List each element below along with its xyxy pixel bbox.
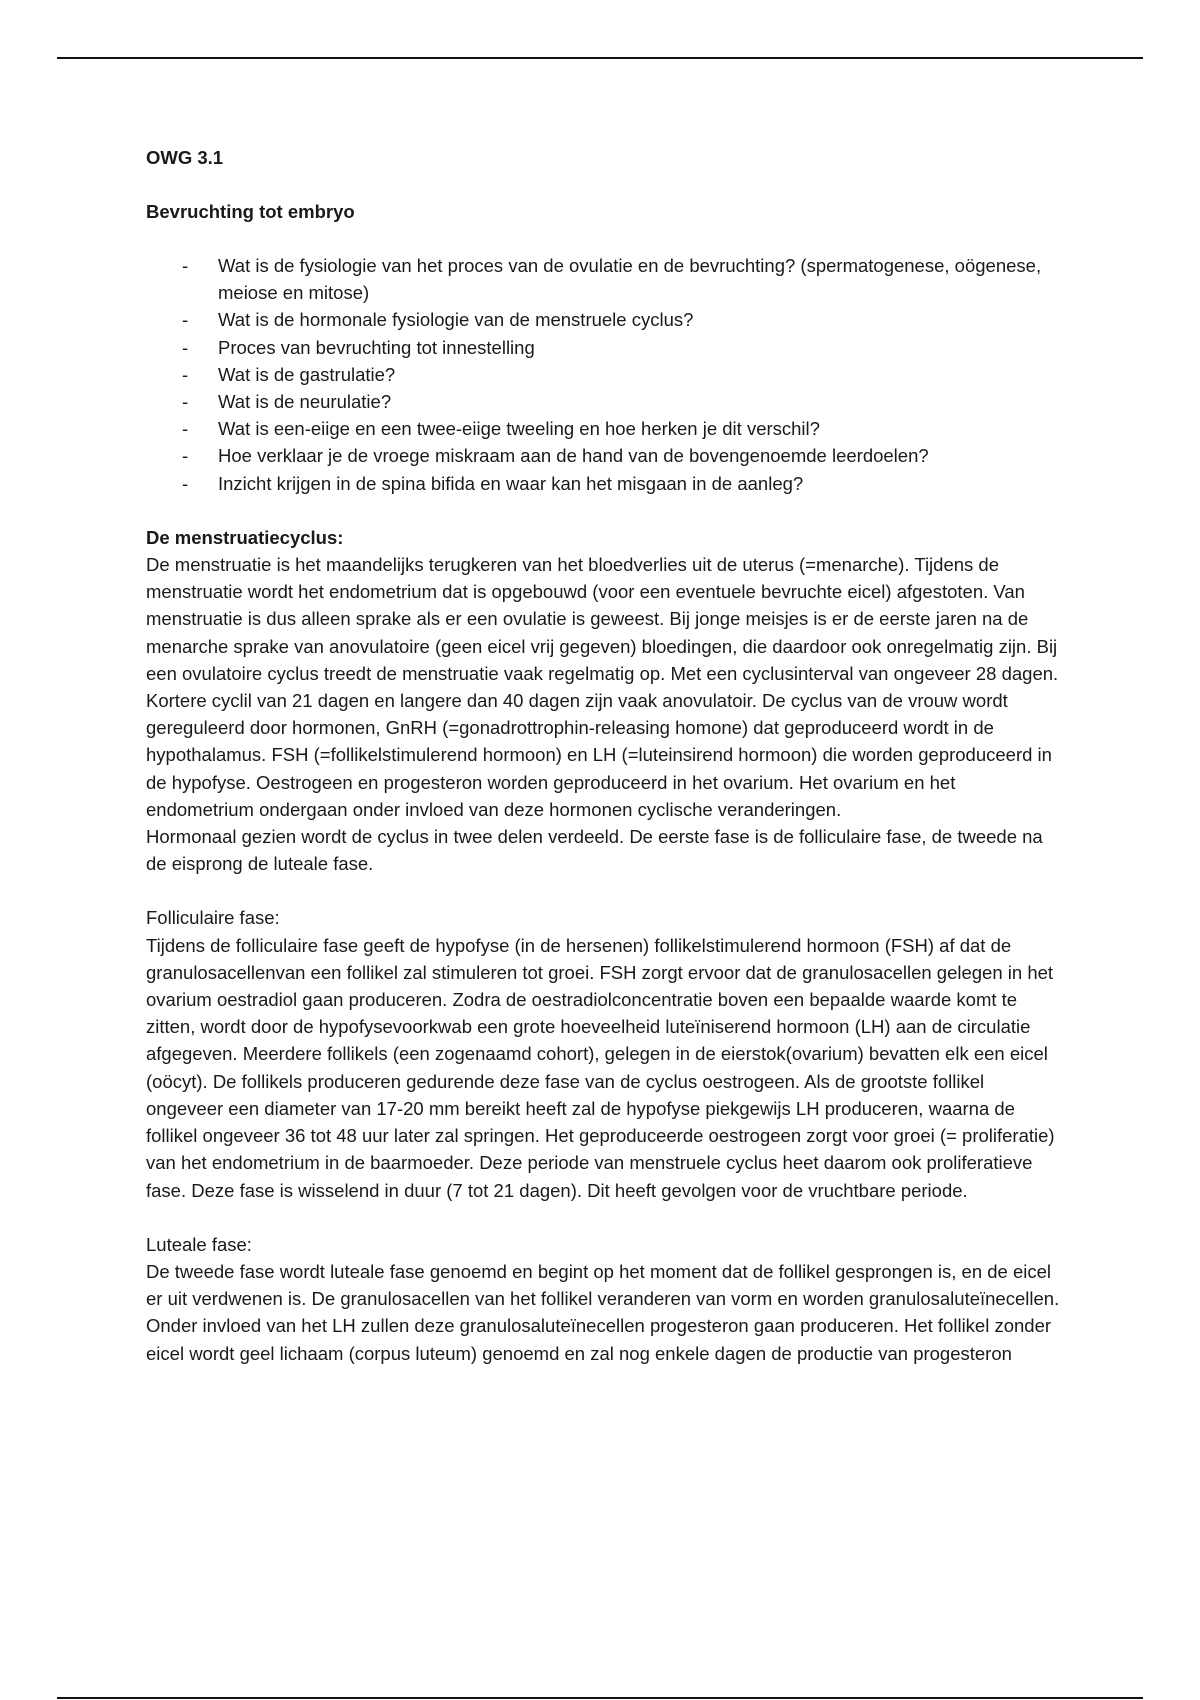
- menstruation-paragraph-2: Hormonaal gezien wordt de cyclus in twee delen verdeeld. De eerste fase is de folliculaire fase, de tweede na de eisprong de luteale fase.: [146, 826, 1043, 875]
- objective-item: [146, 442, 1066, 469]
- bullet-marker: -: [182, 445, 189, 467]
- bullet-marker: -: [182, 472, 189, 494]
- luteal-paragraph: De tweede fase wordt luteale fase genoemd en begint op het moment dat de follikel gesprongen is, en de eicel er uit verdwenen is. De granulosacellen van het follikel veranderen van vorm en worden granulosaluteïnecellen. Onder invloed van het LH zullen deze granulosaluteïnecellen progesteron gaan produceren. Het follikel zonder eicel wordt geel lichaam (corpus luteum) genoemd en zal nog enkele dagen de productie van progesteron: [146, 1260, 1060, 1364]
- follicular-heading: Folliculaire fase:: [146, 907, 280, 929]
- objective-text: Proces van bevruchting tot innestelling: [218, 336, 535, 358]
- objective-text: Wat is de hormonale fysiologie van de menstruele cyclus?: [218, 309, 694, 331]
- objective-item: [146, 415, 1066, 442]
- objective-text: Hoe verklaar je de vroege miskraam aan de hand van de bovengenoemde leerdoelen?: [218, 445, 929, 467]
- document-title: OWG 3.1: [146, 147, 224, 168]
- objective-text: Wat is de gastrulatie?: [218, 363, 396, 385]
- objective-text: Inzicht krijgen in de spina bifida en waar kan het misgaan in de aanleg?: [218, 472, 804, 494]
- objective-text: Wat is een-eiige en een twee-eiige tweeling en hoe herken je dit verschil?: [218, 418, 820, 440]
- menstruation-paragraph-1: De menstruatie is het maandelijks terugkeren van het bloedverlies uit de uterus (=menarche). Tijdens de menstruatie wordt het endometrium dat is opgebouwd (voor een eventuele bevruchte eicel) afgestoten. Van menstruatie is dus alleen sprake als er een ovulatie is geweest. Bij jonge meisjes is er de eerste jaren na de menarche sprake van anovulatoire (geen eicel vrij gegeven) bloedingen, die daardoor ook onregelmatig zijn. Bij een ovulatoire cyclus treedt de menstruatie vaak regelmatig op. Met een cyclusinterval van ongeveer 28 dagen. Kortere cyclil van 21 dagen en langere dan 40 dagen zijn vaak anovulatoir. De cyclus van de vrouw wordt gereguleerd door hormonen, GnRH (=gonadrottrophin-releasing homone) dat geproduceerd wordt in de hypothalamus. FSH (=follikelstimulerend hormoon) en LH (=luteinsirend hormoon) die worden geproduceerd in de hypofyse. Oestrogeen en progesteron worden geproduceerd in het ovarium. Het ovarium en het endometrium ondergaan onder invloed van deze hormonen cyclische veranderingen.: [146, 554, 1059, 820]
- bullet-marker: -: [182, 391, 189, 413]
- menstruation-heading: De menstruatiecyclus:: [146, 526, 344, 548]
- follicular-paragraph: Tijdens de folliculaire fase geeft de hypofyse (in de hersenen) follikelstimulerend hormoon (FSH) af dat de granulosacellenvan een follikel zal stimuleren tot groei. FSH zorgt ervoor dat de granulosacellen gelegen in het ovarium oestradiol gaan produceren. Zodra de oestradiolconcentratie boven een bepaalde waarde komt te zitten, wordt door de hypofysevoorkwab een grote hoeveelheid luteïniserend hormoon (LH) aan de circulatie afgegeven. Meerdere follikels (een zogenaamd cohort), gelegen in de eierstok(ovarium) bevatten elk een eicel (oöcyt). De follikels produceren gedurende deze fase van de cyclus oestrogeen. Als de grootste follikel ongeveer een diameter van 17-20 mm bereikt heeft zal de hypofyse piekgewijs LH produceren, waarna de follikel ongeveer 36 tot 48 uur later zal springen. Het geproduceerde oestrogeen zorgt voor groei (= proliferatie) van het endometrium in de baarmoeder. Deze periode van menstruele cyclus heet daarom ook proliferatieve fase. Deze fase is wisselend in duur (7 tot 21 dagen). Dit heeft gevolgen voor de vruchtbare periode.: [146, 934, 1055, 1201]
- luteal-heading: Luteale fase:: [146, 1233, 252, 1255]
- objective-text: Wat is de fysiologie van het proces van de ovulatie en de bevruchting? (spermatogenese, oögenese, meiose en mitose): [218, 255, 1042, 304]
- bullet-marker: -: [182, 336, 189, 358]
- objective-item: [146, 252, 1066, 306]
- objective-item: [146, 470, 1066, 497]
- bullet-marker: -: [182, 255, 189, 276]
- objective-item: [146, 306, 1066, 333]
- objective-item: [146, 388, 1066, 415]
- bullet-marker: -: [182, 309, 189, 331]
- document-page: [146, 144, 1066, 1367]
- document-subtitle: Bevruchting tot embryo: [146, 201, 355, 222]
- bullet-marker: -: [182, 363, 189, 385]
- objective-item: [146, 361, 1066, 388]
- bullet-marker: -: [182, 418, 189, 440]
- objective-text: Wat is de neurulatie?: [218, 391, 392, 413]
- header-rule: [57, 57, 1143, 59]
- learning-objectives-list: [146, 252, 1066, 497]
- objective-item: [146, 334, 1066, 361]
- footer-rule: [57, 1697, 1143, 1699]
